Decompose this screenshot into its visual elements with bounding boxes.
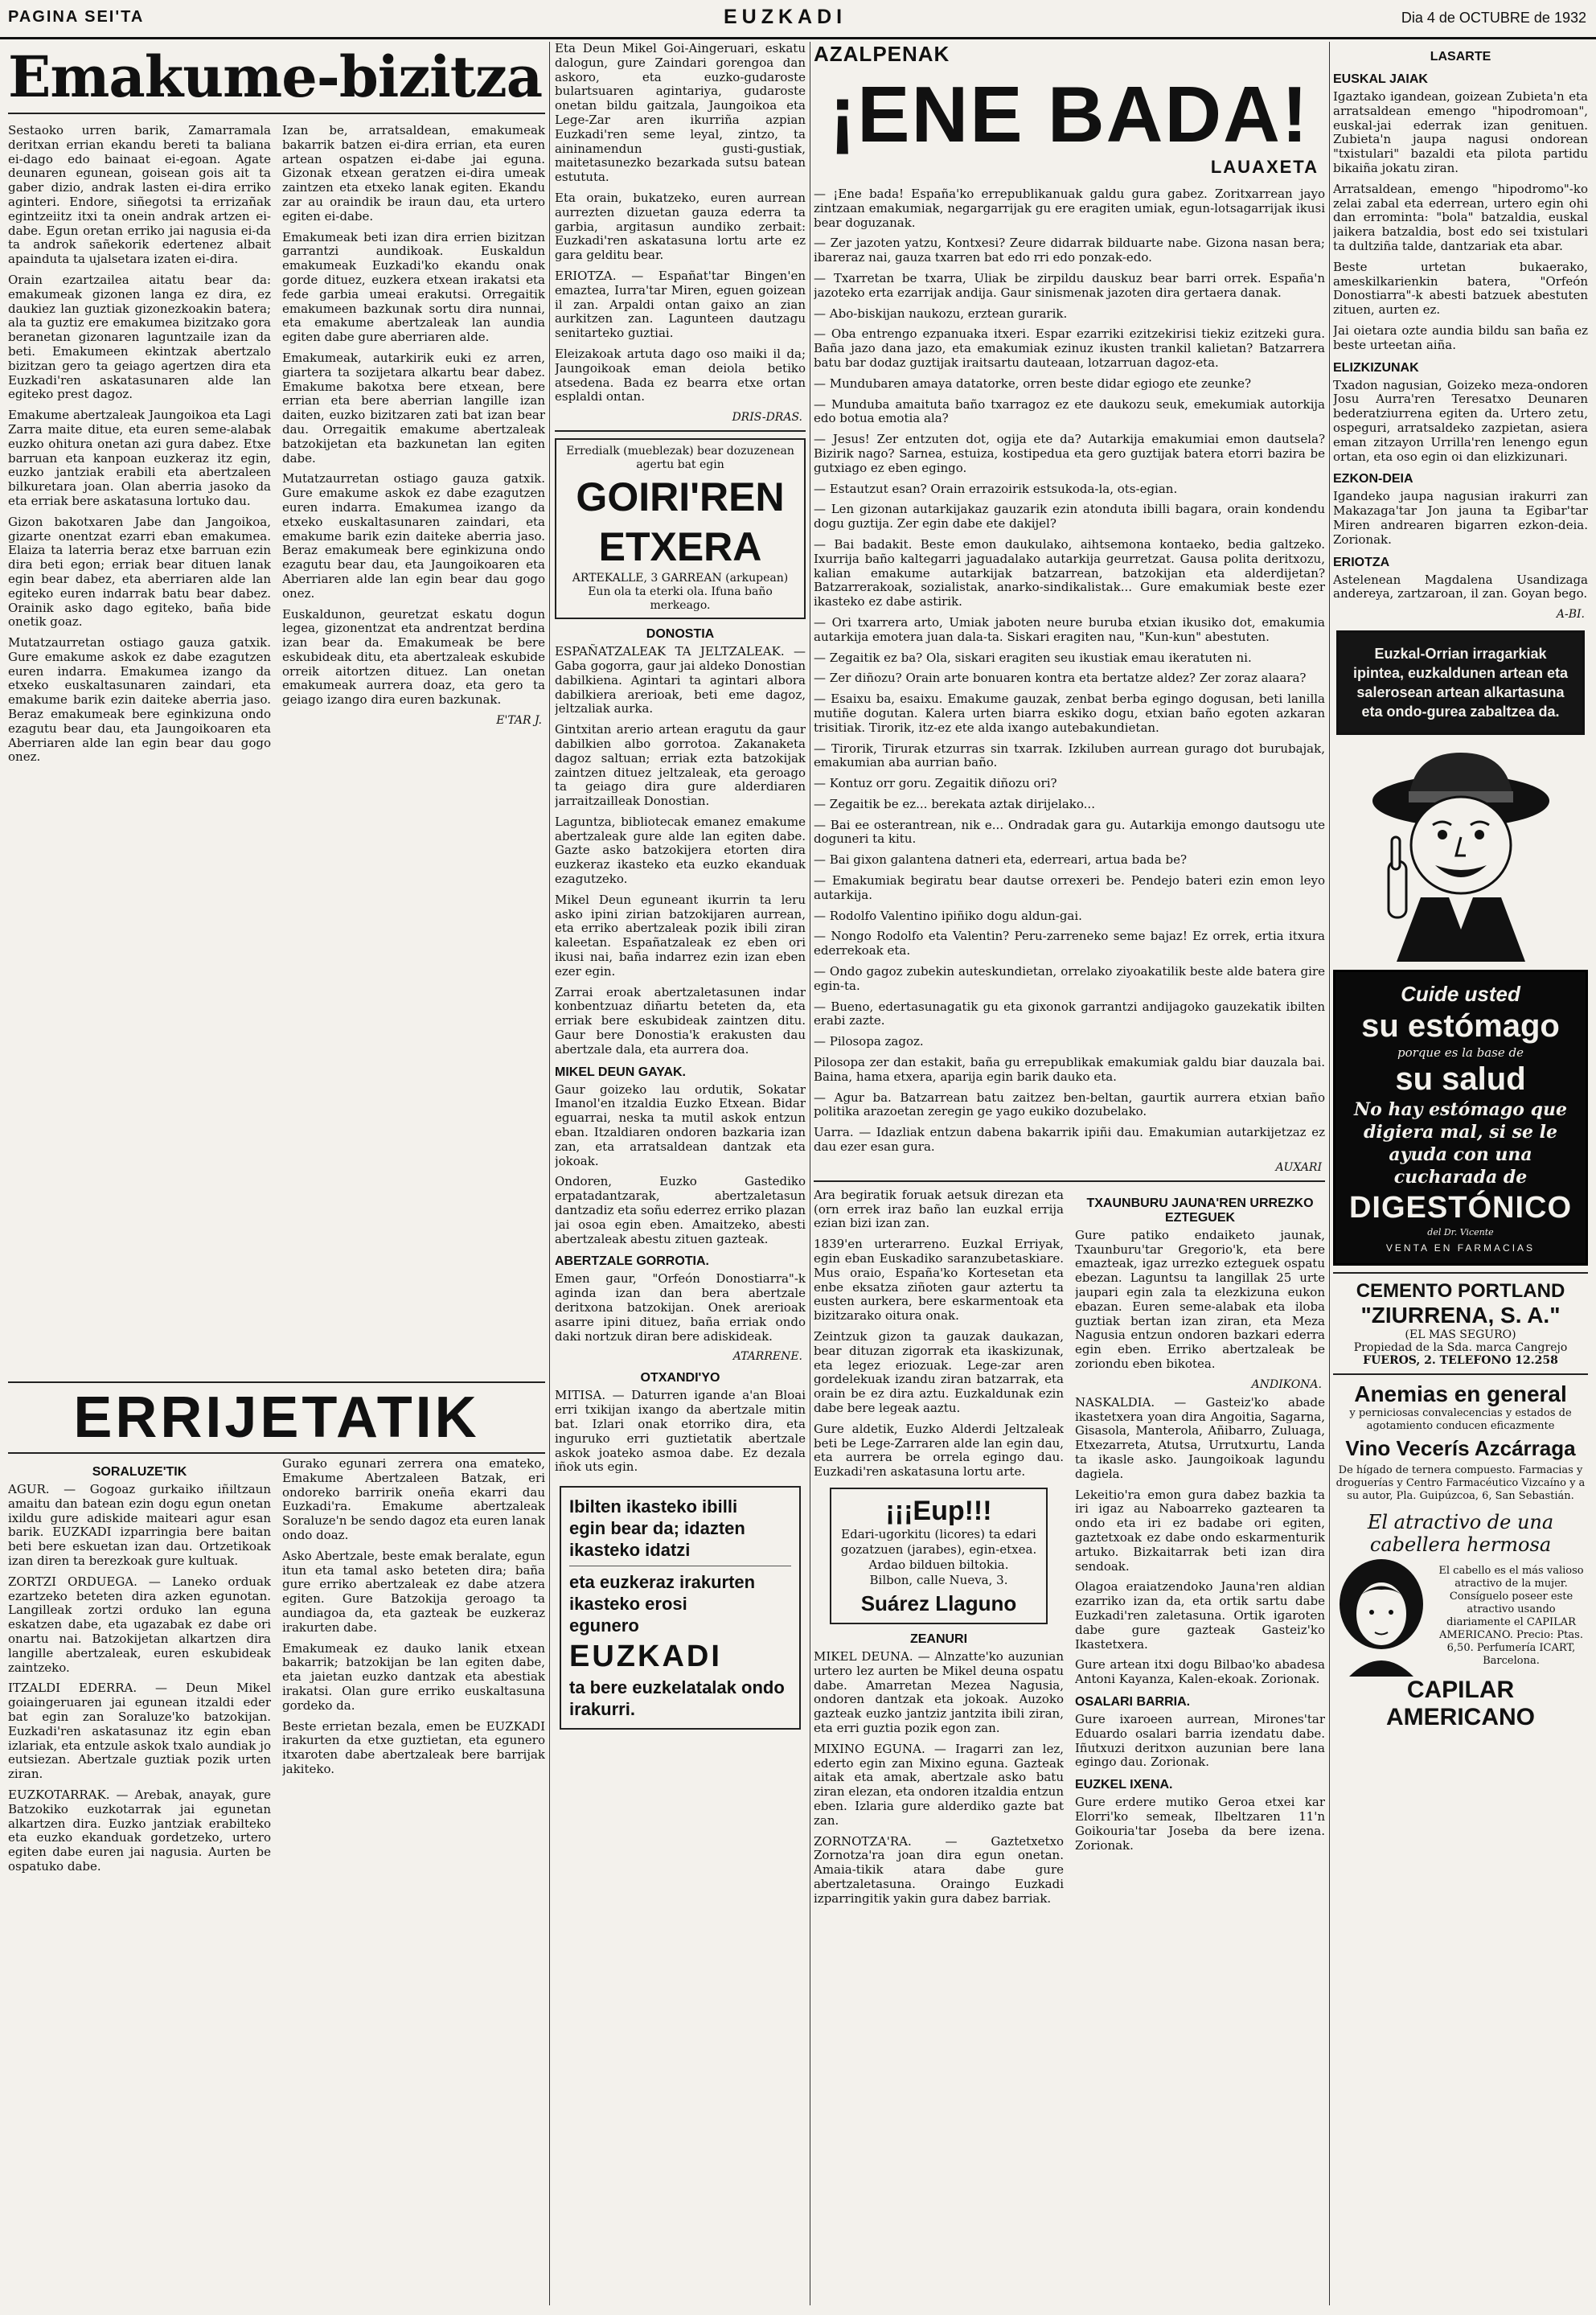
paragraph: Beste errietan bezala, emen be EUZKADI irakurten da etxe guztietan, eta egunero itxaroten dabe abertzaleak bere barrijak jakiteko. [282, 1718, 545, 1776]
paragraph: NASKALDIA. — Gasteiz'ko abade ikastetxera yoan dira Angoitia, Sagarna, Gisasola, Manterola, Añibarro, Zuluaga, Etxezarreta, Atutsa, Urrutxurtu, Landa ta ikasle asko. Jaungoikoak lagundu dagiela. [1075, 1394, 1325, 1481]
paragraph: Emen gaur, "Orfeón Donostiarra"-k aginda izan dan bera abertzale deritxona batzokijan. Onek arerioak asarre ipini dituez, baña erriak ondo daki nortzuk diran bere adiskideak. [555, 1271, 806, 1344]
paragraph: — Rodolfo Valentino ipiñiko dogu aldun-gai. [814, 908, 1082, 923]
column-3 [814, 42, 1325, 2305]
ad-goiri-name: GOIRI'REN ETXERA [576, 474, 785, 570]
paragraph: Euskaldunon, geuretzat eskatu dogun legea, gizonentzat eta andrentzat berdina izan bear da. Emakumeak be bere eskubideak ditu, eta abertzaleak eskubide orreik aitortzen dituez. Lan onetan emakumeak aurrera doaz, eta gero ta geiago izango dira euren bazkunak. [282, 606, 545, 708]
paragraph: Gure artean itxi dogu Bilbao'ko abadesa Antoni Kayanza, Kalen-ekoak. Zorionak. [1075, 1657, 1325, 1687]
paragraph: — Zer diñozu? Orain arte bonuaren kontra eta bertatze aldez? Zer zoraz alaara? [814, 671, 1307, 686]
ad-digest-line: su estómago [1361, 1008, 1560, 1045]
paragraph: — Emakumiak begiratu bear dautse orrexeri be. Pendejo bateri ezin emon leyo autarkija. [814, 873, 1325, 902]
paragraph: Mutatzaurretan ostiago gauza gatxik. Gure emakume askok ez dabe ezagutzen euren indarra. Emakumea izango da etxeko euskaltasunaren zaindari, eta emakume barik ezin daiteke aberria jaso. Beraz emakumeak bere eginkizuna ondo ezagutu bear dau, eta Jaungoikoaren eta Aberriaren alde lan egin bear dau gogo onez. [8, 635, 271, 765]
lower-col3 [814, 1188, 1325, 1913]
subhead-euzkel: EUZKEL IXENA. [1075, 1778, 1173, 1792]
subhead-ezkon: EZKON-DEIA [1333, 472, 1413, 486]
man-with-hat-illustration [1364, 745, 1557, 962]
ad-cemento-line: FUEROS, 2. TELEFONO 12.258 [1363, 1354, 1558, 1368]
paragraph: — Bai gixon galantena datneri eta, ederreari, artua bada be? [814, 852, 1187, 868]
ad-capilar-body [1333, 1556, 1588, 1677]
paragraph: Ondoren, Euzko Gastediko erpatadantzarak, abertzaletasun dantzadiz eta soñu ederrez erriko plazan jai osoa egin eben. Amaitzeko, abesti abertzaleak abestu zituen gazteak. [555, 1174, 806, 1246]
ad-capilar-text: El cabello es el más valioso atractivo de la mujer. Consíguelo poseer este atractivo usando diariamente el CAPILAR AMERICANO. Precio: Ptas. 6,50. Perfumería ICART, Barcelona. [1438, 1565, 1584, 1668]
paragraph: — Tirorik, Tirurak etzurras sin txarrak. Izkiluben aurrean gurago dot burubajak, emakumian aba aurrian baño. [814, 741, 1325, 770]
paragraph: MIXINO EGUNA. — Iragarri zan lez, ederto egin zan Mixino eguna. Gazteak aitak eta amak, abertzale asko batu ziran elezan, eta ondoren itzaldia entzun eben. Izlaria gure alderdiko gazte bat zan. [814, 1741, 1064, 1828]
column-rule [549, 42, 550, 2305]
paragraph: — Zegaitik be ez... berekata aztak dirijelako... [814, 796, 1095, 811]
signature: A-BI. [1556, 608, 1585, 622]
paragraph: Beste urtetan bukaerako, ameskilkarienkin batera, "Orfeón Donostiarra"-k abesti batzuek abestuten zituen, aurten ez. [1333, 259, 1588, 318]
paragraph: ITZALDI EDERRA. — Deun Mikel goiaingeruaren jai egunean itzaldi eder bat egin zan Soraluze'ko batzokijan. Euzkadi'ren askatasunaz itz egin eban izlariak, eta entzule askok txalo aundiak jo eutsiezan. Abertzale guztiak pozik urten ziran. [8, 1681, 271, 1782]
paragraph: Mutatzaurretan ostiago gauza gatxik. Gure emakume askok ez dabe ezagutzen euren indarra. Emakumea izango da etxeko euskaltasunaren zaindari, eta emakume barik ezin daiteke aberria jaso. Beraz emakumeak bere eginkizuna ondo ezagutu bear dau, eta Jaungoikoaren eta Aberriaren alde lan egin bear dau gogo onez. [282, 471, 545, 601]
paragraph: MIKEL DEUNA. — Alnzatte'ko auzunian urtero lez aurten be Mikel deuna ospatu dabe. Amarretan Mezea Nagusia, ondoren dantzak eta jokoak. Auzoko gazteak euzko jantziz jantzita ibili ziran, eta erri guztia pozik egon zan. [814, 1648, 1064, 1735]
paragraph: — Len gizonan autarkijakaz gauzarik ezin atonduta ibilli bagara, orain kondendu dogu guztija. Zer egin dabe ete dakijel? [814, 502, 1325, 532]
ad-eup [830, 1488, 1048, 1624]
ad-eup-name: Suárez Llaguno [860, 1591, 1017, 1615]
ad-digest-line: No hay estómago que digiera mal, si se le ayuda con una cucharada de [1354, 1099, 1567, 1188]
paragraph: Zarrai eroak abertzaletasunen indar konbentzuaz diñartu beteten da, eta erriak bere eskubideak zaintzen ditu. Gaur bere Donostia'k erakusten dau abertzale dala, eta aurrera doa. [555, 984, 806, 1057]
ad-capilar-americano [1333, 1511, 1588, 1731]
divider [814, 1180, 1325, 1182]
ad-euzkal-orria: Euzkal-Orrian irragarkiak ipintea, euzkaldunen artean eta salerosean artean alkartasuna eta ondo-gurea zabaltzea da. [1336, 630, 1585, 735]
ad-cemento-portland [1333, 1272, 1588, 1375]
ad-digest-line: VENTA EN FARMACIAS [1385, 1242, 1536, 1254]
signature: E'TAR J. [496, 714, 542, 728]
paragraph: ESPAÑATZALEAK TA JELTZALEAK. — Gaba gogorra, gaur jai aldeko Donostian dabilkiena. Agintari ta agintari albora dabilkiera arerioak, beti eme dagoz, jeltzaliak aurka. [555, 644, 806, 716]
ad-line: ta bere euzkelatalak ondo irakurri. [569, 1677, 785, 1720]
ad-digest-brand: DIGESTÓNICO [1348, 1191, 1573, 1225]
headline-emakume: Emakume-bizitza [8, 42, 545, 114]
ad-line: ikasteko idatzi [569, 1540, 691, 1561]
ad-digestonico [1333, 970, 1588, 1266]
paragraph: ERIOTZA. — Españat'tar Bingen'en emaztea, Iurra'tar Miren, eguen goizean il zan. Arpaldi ontan gaixo an zian aurkitzen zan. Lagunteen dautzagu senitarteko guztiai. [555, 268, 806, 341]
paragraph: Ara begiratik foruak aetsuk direzan eta (orn errek iraz baño lan euzkal errija ezian bizi izan zan. [814, 1188, 1064, 1231]
paragraph: — Ori txarrera arto, Umiak jaboten neure buruba etxian ikusiko dot, emakumia autarkija emotera juan dala-ta. Siskari eragiten nau, "Kun-kun" abestuten. [814, 614, 1325, 644]
ad-digest-line: su salud [1395, 1061, 1526, 1098]
paragraph: Lekeitio'ra emon gura dabez bazkia ta iri igaz au Naboarreko gaztearen ta ondo eta iri ez badabe ori egiten, gaztetxoak ez dabe ondo eskarmenturik artuko. Bizkaitarrak beti izan dira sendoak. [1075, 1487, 1325, 1574]
paragraph: Zeintzuk gizon ta gauzak daukazan, bear dituzan zigorrak eta ikaskizunak, eta legez eriozuak. Lege-zar aren gordelekuak izandu ziran batzarrak, eta orain be ez dira aztu. Euzkaldunak ezin dabe bere legeak aaztu. [814, 1329, 1064, 1415]
column-1 [8, 42, 545, 2305]
paragraph: Gurako egunari zerrera ona emateko, Emakume Abertzaleen Batzak, eri ondoreko barririk oneña ekarri dau Euzkadi'ra. Emakume abertzaleak Soraluze'n be sendo dagoz eta euren lanak ondo doaz. [282, 1457, 545, 1542]
ad-anemias-brand: Vino Vecerís Azcárraga [1345, 1436, 1576, 1461]
ad-anemias [1333, 1381, 1588, 1503]
woman-portrait-illustration [1333, 1556, 1430, 1677]
paragraph: — Mundubaren amaya datatorke, orren beste didar egiogo ete zeunke? [814, 376, 1252, 391]
page-date: Dia 4 de OCTUBRE de 1932 [1401, 10, 1586, 26]
ad-euzkadi-promo [560, 1486, 801, 1730]
paragraph: Uarra. — Idazliak entzun dabena bakarrik ipiñi dau. Emakumian autarkijetzaz ez dau ezer esan gura. [814, 1125, 1325, 1155]
paragraph: Jai oietara ozte aundia bildu san baña ez beste urteetan aiña. [1333, 322, 1588, 352]
subhead-gayak: MIKEL DEUN GAYAK. [555, 1065, 686, 1079]
ad-capilar-brand: CAPILAR AMERICANO [1386, 1677, 1535, 1731]
article-ene-bada [814, 187, 1325, 1174]
paragraph: — Esaixu ba, esaixu. Emakume gauzak, zenbat berba egingo dogusan, beti lanilla mutiñe dogutan. Kalera urten biarra eskiko dogu, etxian baño egoten azkaran trisitiak. Tirorik, itz-ez ete alda ixango autebakundietan. [814, 692, 1325, 735]
signature: AUXARI [1275, 1160, 1322, 1174]
subhead-lasarte: LASARTE [1430, 50, 1491, 64]
subhead-eriotza: ERIOTZA [1333, 555, 1390, 569]
paragraph: ZORNOTZA'RA. — Gaztetxetxo Zornotza'ra joan dira egun onetan. Amaia-tikik atara dabe gure abertzaletasuna. Oraingo Euzkadi izparringitik yakin gura dabez barriak. [814, 1833, 1064, 1906]
paragraph: Mikel Deun eguneant ikurrin ta leru asko ipini zirian batzokijaren aurrean, eta erriko abertzaleak pozik ibili ziran kaleetan. Españatzaleak ez eben ori ikusi nai, baña indarrez ezin izan eben ezer egin. [555, 892, 806, 979]
paragraph: Emakumeak ez dauko lanik etxean bakarrik; batzokijan be lan egiten dabe, eta jaietan euzko dantzak eta abestiak irakatsi. Olan gure erriko euskaltasuna gordeko da. [282, 1640, 545, 1713]
paragraph: Igaztako igandean, goizean Zubieta'n eta arratsaldean emengo "hipodromoan", euskal-jai ederrak izan genituen. Zubieta'n jaupa nagusi ondorean "txistulari" bazaldi eta pilota partidu bikaiña jokatu ziran. [1333, 89, 1588, 175]
ad-eup-desc: Edari-ugorkitu (licores) ta edari gozatzuen (jarabes), egin-etxea. Ardao bilduen biltokia. [840, 1526, 1037, 1572]
ad-capilar-slogan: El atractivo de una cabellera hermosa [1367, 1511, 1554, 1557]
paragraph: — Bai ee osterantrean, nik e... Ondradak gara gu. Autarkija emongo dautsogu ute doguneri ta kitu. [814, 817, 1325, 847]
paragraph: — Zegaitik ez ba? Ola, siskari eragiten seu ikustiak emau ikeratuten ni. [814, 650, 1252, 665]
paragraph: — Ondo gagoz zubekin auteskundietan, orrelako ziyoakatilik beste alde batera gire egin-ta. [814, 964, 1325, 993]
paragraph: 1839'en urterarreno. Euzkal Erriyak, egin eban Euskadiko saranzubetaskiare. Mus oraio, España'ko Kortesetan eta enbe eksatza ziñoten gaur aztertu ta eusten aurkera, bere eskarmentoak eta bizitzarako oitura onak. [814, 1237, 1064, 1324]
paragraph: — Txarretan be txarra, Uliak be zirpildu dauskuz bear barri orrek. España'n jazoteko erta ezarrijak andija. Gaur sinismenak jazoten dira gertaera danak. [814, 270, 1325, 300]
subhead-donostia: DONOSTIA [646, 627, 715, 642]
paragraph: AGUR. — Gogoaz gurkaiko iñiltzaun amaitu dan batean ezin dogu egun onetan ixildu gure adiskide maiteari agur esan barik. EUZKADI izparringia bere baitan beti bere eskuetan izan dau. Ortzetikoak izan diren ta berezkoak gure kultuak. [8, 1482, 271, 1568]
column-2 [555, 42, 806, 2305]
paragraph: Sestaoko urren barik, Zamarramala deritxan errian ekandu bereti ta baliana ei-dago edo bainaat ei-egoan. Agate deunaren egunean, goisean gois ait ta gaber dizio, andrak lasten ei-dira erriko aginteri. Endore, siñegotsi ta errizañak egintzeiitz itxi ta onein andrak artzen ei-dabe. Egun oretan erriko jai nagusia ei-da ta androk sañekorik edertenez albait apainduta ta ujalsetara izaten ei-dira. [8, 124, 271, 267]
paragraph: Emakume abertzaleak Jaungoikoa eta Lagi Zarra maite ditue, eta euren seme-alabak euzko ohitura onetan azi gura dabez. Etxe barruan eta kanpoan euzkeraz itz egin, euzko jantziak erabili eta abertzaleen bilkuretara joan. Olan aberria jasoko da eta erriak bere askatasuna lortuko dau. [8, 408, 271, 508]
ad-cemento-line: (EL MAS SEGURO) [1405, 1328, 1516, 1342]
paragraph: Orain ezartzailea aitatu bear da: emakumeak gizonen langa ez dira, ez daukiez lan guztiak gizonezkoakin batera; ala ta guztiz ere emakumea bizitzako gora beranetan gizonaren laguntzaile izan da beti. Emakumeen ekintzak abertzalo bizitzan gero ta geiago agertzen dira eta Euzkadi'ren askatasunaren alde lan egiteko prest dagoz. [8, 272, 271, 402]
page-header [0, 0, 1596, 39]
paragraph: Eta Deun Mikel Goi-Aingeruari, eskatu dalogun, gure Zaindari gorengoa dan askoro, eta euzko-gudaroste bulartsuaren agintariya, gudaroste onetan bildu gaitzala, Jaungoikoa eta Lege-Zar aren ikurriña azpian Euzkadi'ren seme leyal, zintzo, ta aininamendun gusti-gustiak, maitetasunezko bezarkada sutsu batean estututa. [555, 42, 806, 185]
column-4 [1333, 42, 1588, 2305]
paragraph: Olagoa eraiatzendoko Jauna'ren aldian ezarriko izan da, eta ortik sartu dabe Euzkadi'ren zaletasuna. Ortik igaroten dabe gure gazteak Gasteiz'ko Ikastetxera. [1075, 1579, 1325, 1652]
headline-ene-bada: ¡ENE BADA! [829, 70, 1310, 158]
ad-anemias-title: Anemias en general [1354, 1381, 1567, 1407]
ad-digest-line: Cuide usted [1401, 982, 1520, 1007]
paragraph: Laguntza, bibliotecak emanez emakume abertzaleak gure alde lan egiten dabe. Gazte asko batzokijera etorten dira euzkeraz ikasteko eta euzko ekanduak ezagutzeko. [555, 814, 806, 887]
ad-goiri-address: ARTEKALLE, 3 GARREAN (arkupean) Eun ola ta eterki ola. Ifuna baño merkeago. [572, 572, 789, 613]
subhead-elizkizunak: ELIZKIZUNAK [1333, 360, 1419, 375]
paragraph: Eta orain, bukatzeko, euren aurrean aurrezten dizuetan gauza ederra ta garbia, argitasun aundiko zerbait: Euzkadi'ren askatasuna lortu arte ez gara gelditu bear. [555, 190, 806, 263]
paragraph: Izan be, arratsaldean, emakumeak bakarrik batzen ei-dira errian, eta euren artean ospatzen ei-dabe jai eguna. Gizonak etxean geratzen ei-dira umeak zaintzen eta etxeko lanak egiten. Ekandu zar au oraindik be iraun dau, eta urtero egiten ei-dabe. [282, 124, 545, 224]
byline: LAUAXETA [1210, 157, 1319, 177]
paragraph: EUZKOTARRAK. — Arebak, anayak, gure Batzokiko euzkotarrak jai egunetan alkartzen dira. Euzko jantziak erabilteko eta euzko ekanduak gordetzeko, urtero egiten dabe euren jai nagusia. Aurten be ospatuko dabe. [8, 1787, 271, 1874]
signature: ATARRENE. [732, 1350, 802, 1364]
paragraph: Arratsaldean, emengo "hipodromo"-ko zelai zabal eta ederrean, urtero egin ohi dan errominta: "bola" batzaldia, euskal jaikera batzaldia, bost edo sei txistulari ta dultziña talde, dantzariak eta abar. [1333, 181, 1588, 253]
paragraph: — Oba entrengo ezpanuaka itxeri. Espar ezarriki ezitzekirisi tiekiz ezitzeki gura. Baña jazo dana jazo, eta emakumiak ezinuz ikusten trankil kalietan? Batzarrera batu bar dodaz guztijak iraitsartu dauteaan, lotzarruan dagoz-eta. [814, 326, 1325, 370]
paragraph: — Zer jazoten yatzu, Kontxesi? Zeure didarrak bilduarte nabe. Gizona nasan bera; ibareraz nai, gauza txarren bat edo rri edo ponzak-edo. [814, 236, 1325, 265]
ad-anemias-line: De hígado de ternera compuesto. Farmacias y droguerías y Centro Farmacéutico Vizcaíno y a su autor, Pla. Guipúzcoa, 6, San Sebastián. [1335, 1464, 1586, 1503]
paragraph: Gaur goizeko lau ordutik, Sokatar Imanol'en itzaldia Euzko Etxean. Bidar eguarrai, neska ta mutil askok entzun eban. Itzaldiaren ondoren bazkaria izan zan, eta arratsaldean dantzak eta jokoak. [555, 1082, 806, 1168]
paragraph: Pilosopa zer dan estakit, baña gu errepublikak emakumiak galdu biar dauzala bai. Baina, hama etxera, aparija egin barik dauko eta. [814, 1055, 1325, 1084]
paragraph: Igandeko jaupa nagusian irakurri zan Makazaga'tar Jon jauna ta Egibar'tar Miren andrearen bigarren ezkon-deia. Zorionak. [1333, 489, 1588, 547]
ad-anemias-line: y perniciosas convalecencias y estados de agotamiento conducen eficazmente [1349, 1407, 1572, 1433]
ad-cemento-line: CEMENTO PORTLAND [1356, 1280, 1565, 1303]
subhead-zeanuri: ZEANURI [909, 1632, 968, 1646]
subhead-osalari: OSALARI BARRIA. [1075, 1694, 1191, 1709]
paragraph: — Bueno, edertasunagatik gu eta gixonok garrantzi andijagoko gauzekatik ibilten erabi zazte. [814, 999, 1325, 1028]
ad-line: egunero [569, 1615, 639, 1636]
paragraph: Gizon bakotxaren Jabe dan Jangoikoa, gizarte onentzat ezarri eban emakumea. Elaiza ta laterria beraz etxe barruan ezin dira beti egon; erriak bear dituen lanak egin bear dabez, eta aberriaren alde lan egiteko euren indarrak batu bear dabez. Orainik asko dago egiteko, baña bide onetik goaz. [8, 514, 271, 630]
subhead-otxandio: OTXANDI'YO [640, 1371, 720, 1385]
paragraph: Gure erdere mutiko Geroa etxei kar Elorri'ko semeak, Ilbeltzaren 11'n Goikouria'tar Joseba da bere izena. Zorionak. [1075, 1795, 1325, 1853]
paragraph: — Abo-biskijan naukozu, erztean gurarik. [814, 306, 1068, 321]
paragraph: Astelenean Magdalena Usandizaga andereya, zartzaroan, il zan. Goyan bego. [1333, 572, 1588, 601]
ad-line: eta euzkeraz irakurten ikasteko erosi [569, 1572, 756, 1615]
ad-cemento-line: Propiedad de la Sda. marca Cangrejo [1353, 1341, 1568, 1355]
paper-name: EUZKADI [724, 6, 847, 28]
section-title-errijetatik: ERRIJETATIK [8, 1381, 545, 1454]
paragraph: Emakumeak, autarkirik euki ez arren, giartera ta sozijetara alkartu bear dabez. Emakume bakotxa bere etxean, bere errian eta bere aberrian langille izan daiten, euzko bizitzaren zati bat izan bear dau. Orregaitik emakume abertzaleak batzokijetan eta bazkunetan lan egiten dabe. [282, 350, 545, 466]
subhead-gorrotia: ABERTZALE GORROTIA. [555, 1254, 709, 1269]
paragraph: — Munduba amaituta baño txarragoz ez ete daukozu seuk, emekumiak autorkija edo botua emotia ala? [814, 396, 1325, 426]
paragraph: — ¡Ene bada! España'ko errepublikanuak galdu gura gabez. Zoritxarrean jayo zintzaan emakumiak, negargarrijak gu ere eragiten umiak, egun-lotsagarrijak ikusi bear doguzanak. [814, 187, 1325, 230]
subhead-jaiak: EUSKAL JAIAK [1333, 72, 1428, 86]
paragraph: Gure aldetik, Euzko Alderdi Jeltzaleak beti be Lege-Zarraren alde lan egin dau, eta aurrera be orrela egingo dau. Euzkadi'ren askatasuna lortu arte. [814, 1421, 1064, 1480]
kicker-azalpenak: AZALPENAK [814, 42, 950, 66]
ad-euzkadi-name: EUZKADI [569, 1640, 722, 1674]
page-number: PAGINA SEI'TA [8, 8, 145, 26]
paragraph: Gure patiko endaiketo jaunak, Txaunburu'tar Gregorio'k, eta bere emazteak, igaz urrezko ezteguek ospatu ebezan. Laguntsu ta langillak 25 urte jaupari egin zala ta elezkizuna eukon ebazan. Euren seme-alabak eta iloba guztiak bertan izan ziran, eta Meza Nagusia entzun ondoren bazkari ederra egin eben. Erriko abertzaleak be zoriondu eben bikotea. [1075, 1227, 1325, 1371]
paragraph: — Kontuz orr goru. Zegaitik diñozu ori? [814, 776, 1057, 791]
subhead-txaunburu: TXAUNBURU JAUNA'REN URREZKO EZTEGUEK [1086, 1196, 1314, 1225]
signature: ANDIKONA. [1251, 1377, 1322, 1391]
paragraph: Gintxitan arerio artean eragutu da gaur dabilkien albo gorrotoa. Zakanaketa dagoz saltuan; erriak ezta batzokijak zaintzen dituez jeltzaleak, eta geroago ta geiago dira gure alderdiaren jarraitzailleak Donostian. [555, 722, 806, 809]
paragraph: Eleizakoak artuta dago oso maiki il da; Jaungoikoak eman deiola betiko atsedena. Bada ez bearra etxe ortan esplaldi ontan. [555, 346, 806, 404]
ad-digest-line: porque es la base de [1397, 1045, 1524, 1061]
ad-eup-address: Bilbon, calle Nueva, 3. [869, 1572, 1008, 1587]
ad-goiri-top: Erredialk (mueblezak) bear dozuzenean agertu bat egin [566, 445, 794, 472]
ad-line: egin bear da; idazten [569, 1518, 745, 1539]
paragraph: — Bai badakit. Beste emon daukulako, aihtsemona kontaeko, bedia galtzeko. Ixurrija baño kaltegarri jaguadalako autarkija geurretzat. Gausa polita deritxozu, kalian emakume autarkijak batzarrean, batzokijan eta alderdijetan? Batzarrerakoak, sozialistak, anarko-sindikalistak... Gure emakumiak beste ezer ikasteko ez dabe astirik. [814, 536, 1325, 610]
paragraph: MITISA. — Daturren igande a'an Bloai erri txikijan ixango da abertzale mitin bat. Izlari onak etorriko dira, eta inguruko erri guztietatik abertzale askok joateko asmoa dabe. Ez dezala iñok uts egin. [555, 1388, 806, 1475]
paragraph: — Estautzut esan? Orain errazoirik estsukoda-la, ots-egian. [814, 481, 1178, 496]
section-errijetatik [8, 1457, 545, 2269]
ad-cemento-brand: "ZIURRENA, S. A." [1360, 1303, 1561, 1328]
ad-digest-line: del Dr. Vicente [1427, 1227, 1494, 1238]
ad-line: Ibilten ikasteko ibilli [569, 1496, 738, 1517]
paragraph: Txadon nagusian, Goizeko meza-ondoren Josu Aurra'ren Teresatxo Deunaren bederatziurrena egiten da. Urtero zetu, ospeguri, arratsaldeko zazpietan, asiera eman zitzayon Urrilla'ren lenengo egun ortan, eta oso egin oi dan elizkizunari. [1333, 377, 1588, 464]
paragraph: Gure ixaroeen aurrean, Mirones'tar Eduardo osalari barria izendatu dabe. Iñutxuzi deritxon auzunian bere lana egingo dau. Zorionak. [1075, 1711, 1325, 1770]
paragraph: Asko Abertzale, beste emak beralate, egun itun eta tamal asko beteten dira; baña gure erriko abertzaleak ez dabe atzera egiten. Gure Batzokija geroago ta aundiagoa da, eta gazteak be euzkeraz irakurten dabe. [282, 1548, 545, 1635]
paragraph: ZORTZI ORDUEGA. — Laneko orduak ezartzeko beteten dira azken egunotan. Langilleak zortzi orduko lan eguna eskatzen dabe, eta ugazabak ez dabe ori onartu nai. Batzokijetan alkartzen dira langille abertzaleak, euren eskubideak zaintzeko. [8, 1574, 271, 1675]
paragraph: Emakumeak beti izan dira errien bizitzan garrantzi aundikoak. Euskaldun emakumeak Euzkadi'ko ekandu onak gorde dituez, euzkera etxean irakatsi eta fede garbia umeai erakutsi. Orregaitik emakumeen bazkunak sortu dira nunnai, eta emakume abertzaleak lan aundia egiten dabe gure aberriaren alde. [282, 229, 545, 345]
signature: DRIS-DRAS. [732, 411, 802, 425]
paragraph: — Nongo Rodolfo eta Valentin? Peru-zarreneko seme bajaz! Ez orrek, ertia itxura ederrekoak eta. [814, 929, 1325, 958]
column-rule [1329, 42, 1330, 2305]
paragraph: — Jesus! Zer entzuten dot, ogija ete da? Autarkija emakumiai emon dautsela? Bizirik nago? Sarnea, estuiza, kostipedua eta gero guztijak batera etorri bazira be gutxiago ez eben egingo. [814, 432, 1325, 475]
ad-eup-title: ¡¡¡Eup!!! [885, 1495, 992, 1526]
ad-goiri [555, 438, 806, 619]
article-emakume [8, 124, 545, 1378]
paragraph: — Pilosopa zagoz. [814, 1034, 924, 1049]
divider [555, 430, 806, 432]
paragraph: — Agur ba. Batzarrean batu zaitzez ben-beltan, gaurtik aurrera etxian baño politika arazoetan zeregin ge yago eukiko dozubelako. [814, 1090, 1325, 1119]
subhead-soraluze: SORALUZE'TIK [92, 1465, 187, 1479]
